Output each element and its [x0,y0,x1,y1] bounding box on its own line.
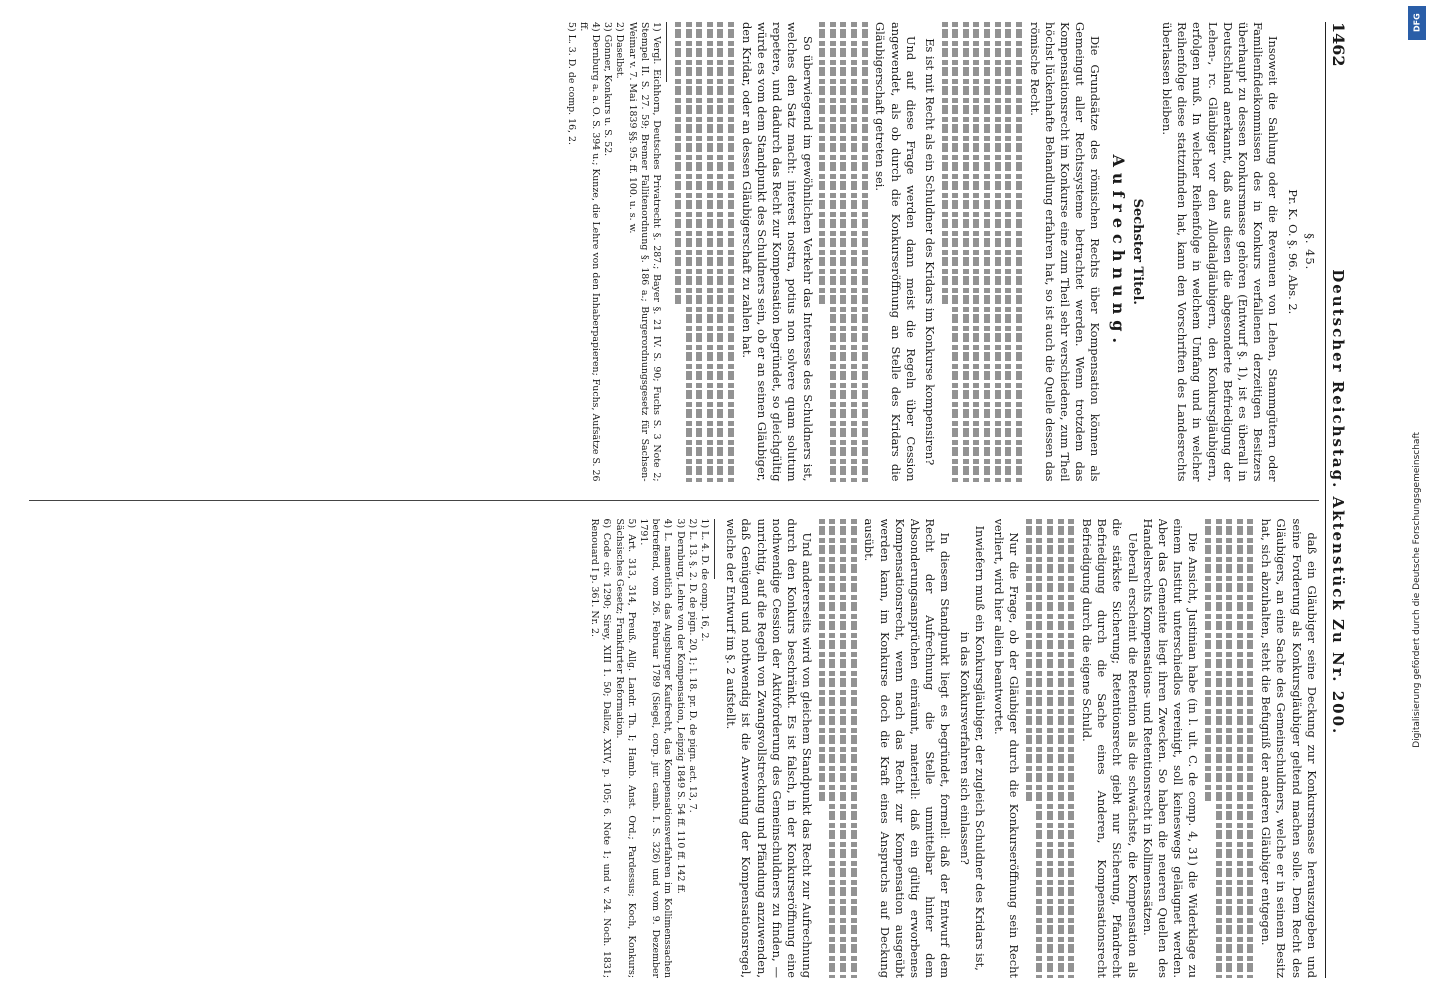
paragraph: Insoweit die Sahlung oder die Revenuen von Lehen, Stammgütern oder Familienfideikommissen des in Konkurs verfallenen derzeitigen Besitzers überhaupt zu dessen Konkursmasse gehören (Entwurf §. 1), ist es überall in Deutschland anerkannt, daß aus diesen die abgesonderte Befriedigung der Lehen-, rc. Gläubiger vor den Allodialgläubigern, den Konkursgläubigern, erfolgen muß. In welcher Reihenfolge in welchem Umfang und in welcher Reihenfolge diese stattzufinden hat, kann den Vorschriften des Landesrechts überlassen bleiben. [1159,22,1281,482]
footnote: 6) Code civ. 1290; Sirey, XIII 1. 50; Dalloz, XXIV, p. 105; 6. Note 1; und v. 24. Noch. 1831; Renouard I p. 361. Nr. 2. [589,518,613,978]
title-heading: Sechster Titel. [1129,198,1145,305]
footnote-rule [714,519,715,579]
section-reference: Pr. K. O. §. 96. Abs. 2. [1285,189,1300,315]
paragraph: In diesem Standpunkt liegt es begründet, formell: daß der Entwurf dem Recht der Aufrechnung die Stelle unmittelbar hinter dem Absonderungsansprüchen einräumt, materiell: daß ein gültig erworbenes Kompensationsrecht, wenn nach das Recht zur Kompensation ausgeübt werden kann, im Konkurse doch die Kraft eines Anspruchs auf Deckung ausübt. [862,518,953,978]
paragraph: daß ein Gläubiger seine Deckung zur Konkursmasse herauszugeben und seine Forderung als Konkursgläubiger geltend machen solle. Dem Recht des Gläubigers, an eine Sache des Gemeinschuldners, welche er in seinem Besitz hat, sich abzuhalten, steht die Befugniß der anderen Gläubiger entgegen. [1259,518,1319,978]
footnote: 5) Art. 313, 314, Preuß. Allg. Landr. Th. I; Hamb. Anst. Ord.; Pardessus; Koch, Konkurs; Sächsisches Gesetz; Frankfurter Reformation. [613,518,637,978]
footnote: 4) L. namentlich das Augsburger Kaufrecht, das Kompensationsverfahren im Kollimenssachen betreffend, vom 26. Februar 1789 (Siegel, corp. jur. camb. I. S. 326) und vom 9. Dezember 1791. [638,518,674,978]
footnote: 5) L. 3. D. de comp. 16, 2. [565,22,577,145]
dense-text-lines [942,22,1022,482]
section-number: §. 45. [1302,233,1317,271]
page-title: Deutscher Reichstag. Aktenstück Zu Nr. 200. [1329,269,1347,736]
dense-text-lines [675,22,734,482]
dense-text-lines [819,22,867,482]
left-column [29,22,1319,482]
footnote: 2) L. 13. §. 2. D. de pign. 20, 1; l. 18. pr. D. de pign. act. 13, 7. [686,518,698,813]
two-column-body [29,22,1319,978]
footnote-rule [666,22,667,82]
footnote: 3) Dernburg, Lehre von der Kompensation, Leipzig 1849 S. 54 ff. 110 ff. 142 ff. [674,518,686,894]
question-line: Es ist mit Recht als ein Schuldner des Kridars im Konkurse kompensiren? [923,38,937,466]
dense-text-lines [1205,519,1253,979]
paragraph: Die Ansicht, Justinian habe (in l. ult. C. de comp. 4, 31) die Widerklage zu einem Institut unterschiedlos vereinigt, soll keineswegs geläugnet werden. Aber das Gemeinte liegt ihren Zwecken. So haben die neueren Quellen des Handelsrechts Kompensations- und Retentionsrecht in Kollimenssätzen. [1140,518,1201,978]
paragraph: Nur die Frage, ob der Gläubiger durch die Konkurseröffnung sein Recht verliert, wird hier allein beantwortet. [992,518,1022,978]
paragraph: Ueberall erscheint die Retention als die schwächste, die Kompensation als die stärkste Sicherung; Retentionsrecht giebt nur Sicherung, Pfandrecht Befriedigung durch die Sache eines Anderen, Kompensationsrecht Befriedigung durch die eigene Schuld. [1080,518,1140,978]
title-main: Aufrechnung. [1108,154,1128,350]
footnote: 3) Gönner, Konkurs u. S. 52. [602,22,614,157]
paragraph: So überwiegend im gewöhnlichen Verkehr das Interesse des Schuldners ist, welches den Satz macht: interest nostra, potius non solvere quam solutum repetere, und dadurch das Recht zur Kompensation begründet, so gleichgültig würde es vom dem Standpunkt des Schuldners sein, ob er an seinen Gläubiger, den Kridar, oder an dessen Gläubigerschaft zu zahlen hat. [739,22,815,482]
right-column [29,519,1319,979]
paragraph: Und andererseits wird von gleichem Standpunkt das Recht zur Aufrechnung durch den Konkurs beschränkt. Es ist falsch, in der Konkurseröffnung eine nothwendige Cession der Aktivforderung des Gemeinschuldners zu finden, — unrichtig, auf die Regeln von Zwangsvollstreckung und Pfändung anzuwenden, daß Genügend und nothwendig ist die Anwendung der Kompensationsregel, welche der Entwurf im §. 2 aufstellt. [724,518,815,978]
paragraph: Die Grundsätze des römischen Rechts über Kompensation können als Gemeingut aller Rechtssysteme betrachtet werden. Wenn trotzdem das Kompensationsrecht im Konkurse eine zum Theil sehr verschiedene, zum Theil höchst lückenhafte Behandlung erfahren hat, so ist auch die Quelle dessen das römische Recht. [1027,22,1103,482]
paragraph: Und auf diese Frage werden dann meist die Regeln über Cession angewendet, als ob durch die Konkurseröffnung an Stelle des Kridars die Gläubigerschaft getreten sei. [873,22,918,482]
footnote: 4) Dernburg a. a. O. S. 394 u.; Kunze, die Lehre von den Inhaberpapieren; Fuchs, Aufsätze S. 26 ff. [577,22,602,482]
running-head [1325,22,1346,978]
footnote: 1) Vergl. Eichhorn, Deutsches Privatrecht §. 287.; Bayer §. 21 IV. S. 90; Fuchs S. 3 Note 2; Stempel II. S. 27. 59; Bremer Fallitenordnung §. 186 a.; Burgerordnungsgesetz für Sachsen-Weimar v. 7. Mai 1839 §§. 95. ff. 100. u. s. w. [626,22,663,482]
footnote: 2) Daselbst. [614,22,626,79]
footnote: 1) L. 4. D. de comp. 16, 2. [699,518,711,642]
dense-text-lines [819,519,857,979]
dense-text-lines [1026,519,1074,979]
dfg-logo: DFG [1408,6,1426,40]
digitization-credit: Digitalisierung gefördert durch die Deutsche Forschungsgemeinschaft [1412,432,1422,748]
question-line: Inwiefern muß ein Konkursgläubiger, der zugleich Schuldner des Kridars ist, in das Konkursverfahren sich einlassen? [957,525,987,971]
column-divider [29,500,1319,501]
digitization-sidebar [1404,0,1430,1000]
page-number: 1462 [1329,22,1348,67]
